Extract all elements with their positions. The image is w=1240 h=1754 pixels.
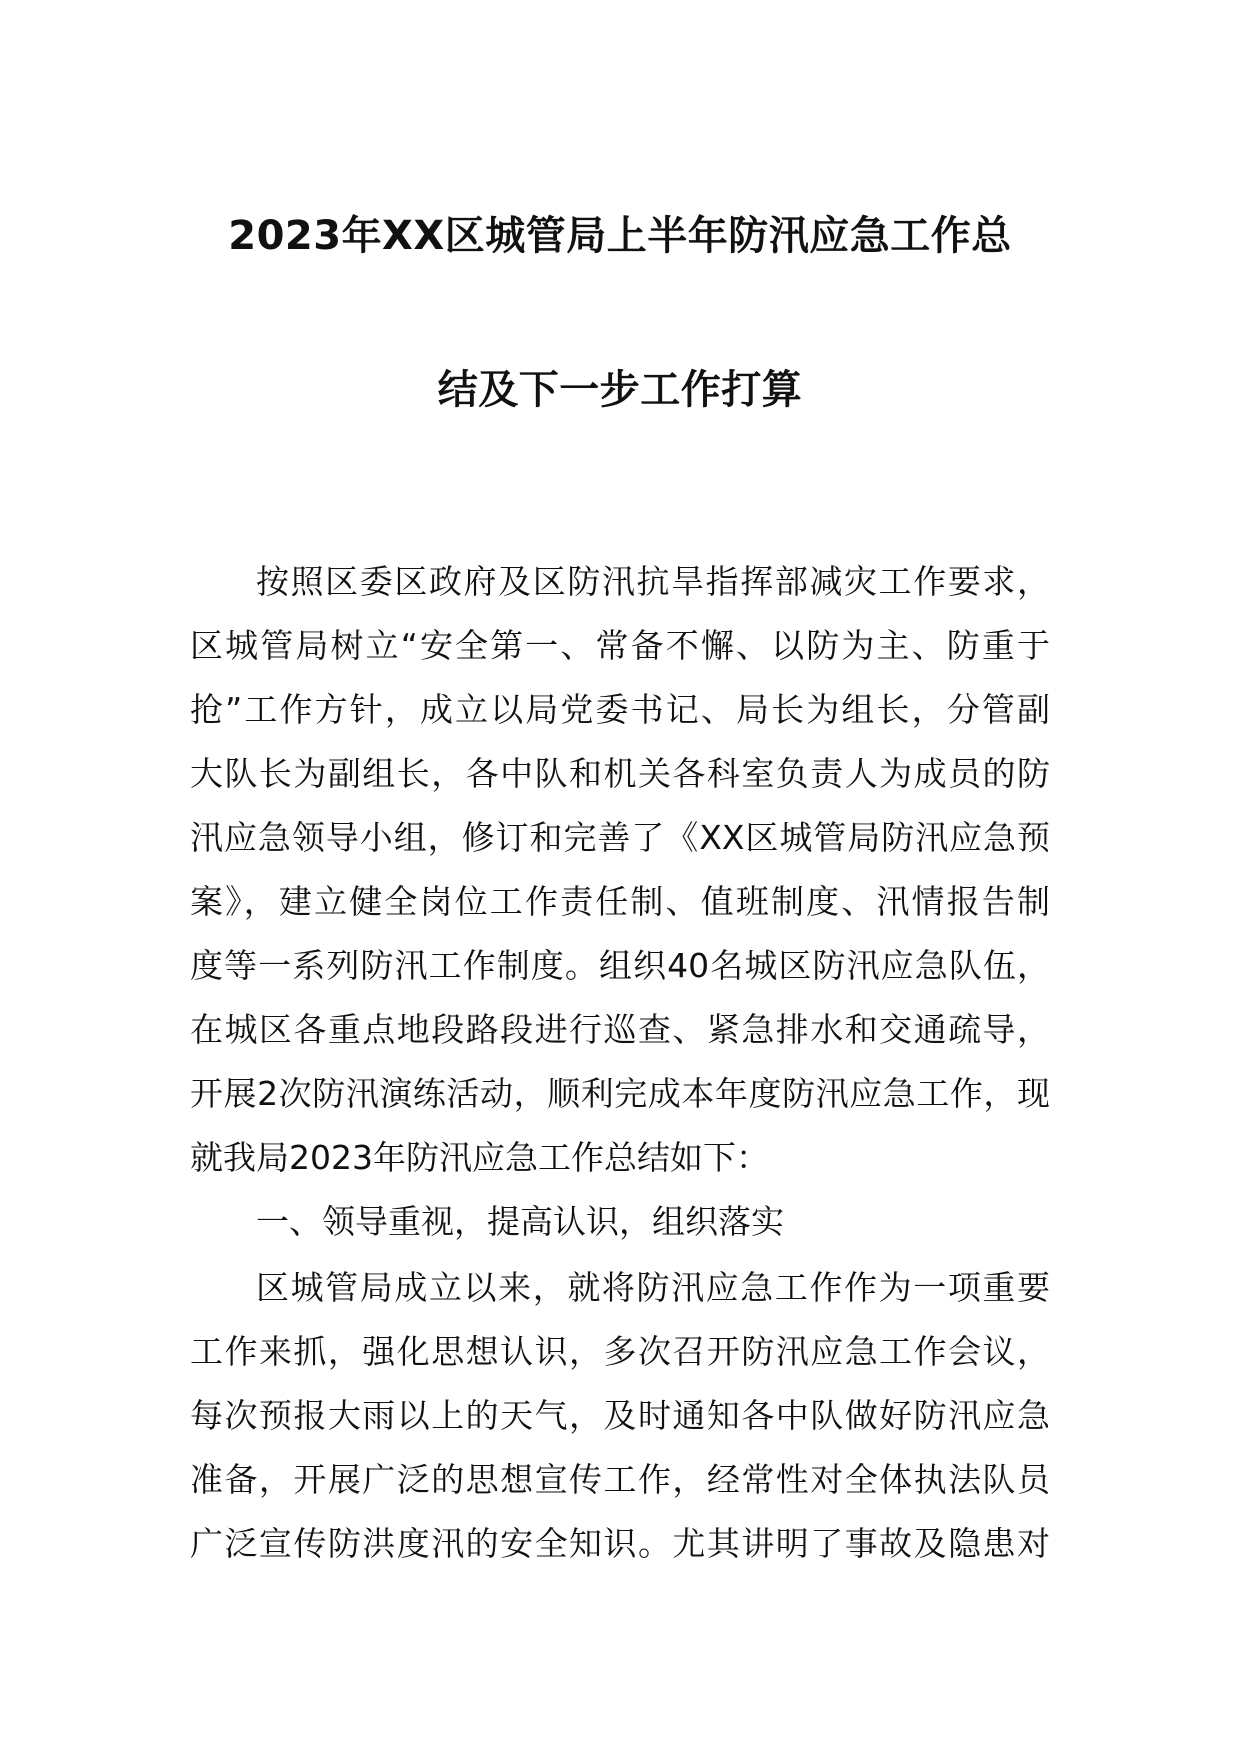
paragraph-line: 工作来抓，强化思想认识，多次召开防汛应急工作会议，	[190, 1332, 1050, 1371]
paragraph-line: 度等一系列防汛工作制度。组织40名城区防汛应急队伍，	[190, 946, 1050, 985]
document-title-line-2: 结及下一步工作打算	[437, 367, 803, 413]
paragraph-line: 区城管局树立“安全第一、常备不懈、以防为主、防重于	[190, 626, 1050, 665]
paragraph-line: 开展2次防汛演练活动，顺利完成本年度防汛应急工作，现	[190, 1074, 1050, 1113]
paragraph-line: 每次预报大雨以上的天气，及时通知各中队做好防汛应急	[190, 1396, 1050, 1435]
paragraph-line: 区城管局成立以来，就将防汛应急工作作为一项重要	[256, 1268, 1050, 1307]
section-heading: 一、领导重视，提高认识，组织落实	[256, 1202, 784, 1241]
paragraph-line: 就我局2023年防汛应急工作总结如下：	[190, 1138, 769, 1177]
document-title-line-1: 2023年XX区城管局上半年防汛应急工作总	[228, 213, 1012, 259]
paragraph-line: 按照区委区政府及区防汛抗旱指挥部减灾工作要求，	[256, 562, 1050, 601]
paragraph-line: 抢”工作方针，成立以局党委书记、局长为组长，分管副	[190, 690, 1050, 729]
paragraph-line: 汛应急领导小组，修订和完善了《XX区城管局防汛应急预	[190, 818, 1050, 857]
paragraph-line: 在城区各重点地段路段进行巡查、紧急排水和交通疏导，	[190, 1010, 1050, 1049]
paragraph-line: 准备，开展广泛的思想宣传工作，经常性对全体执法队员	[190, 1460, 1050, 1499]
paragraph-line: 广泛宣传防洪度汛的安全知识。尤其讲明了事故及隐患对	[190, 1524, 1050, 1563]
paragraph-line: 案》，建立健全岗位工作责任制、值班制度、汛情报告制	[190, 882, 1050, 921]
paragraph-line: 大队长为副组长，各中队和机关各科室负责人为成员的防	[190, 754, 1050, 793]
